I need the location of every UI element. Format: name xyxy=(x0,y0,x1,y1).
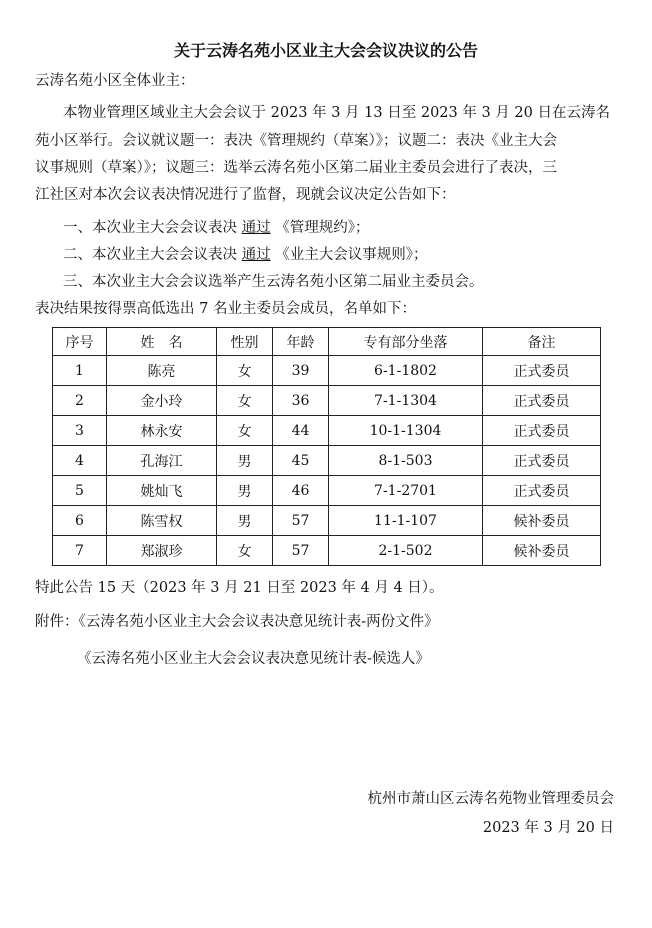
header-cell: 性别 xyxy=(217,328,273,356)
cell-age: 39 xyxy=(273,356,329,386)
cell-index: 1 xyxy=(53,356,107,386)
cell-remark: 正式委员 xyxy=(483,476,601,506)
cell-gender: 女 xyxy=(217,386,273,416)
table-row xyxy=(53,506,601,536)
cell-name: 陈亮 xyxy=(107,356,217,386)
cell-name: 陈雪权 xyxy=(107,506,217,536)
table-row xyxy=(53,446,601,476)
resolution-result: 通过 xyxy=(241,247,271,263)
cell-age: 44 xyxy=(273,416,329,446)
cell-index: 2 xyxy=(53,386,107,416)
resolution-text: 二、本次业主大会会议表决 xyxy=(63,247,237,263)
resolution-result: 通过 xyxy=(241,220,271,236)
committee-members-table xyxy=(52,327,601,566)
cell-gender: 女 xyxy=(217,536,273,566)
cell-name: 郑淑珍 xyxy=(107,536,217,566)
resolution-text: 《业主大会议事规则》； xyxy=(275,247,428,263)
cell-unit: 6-1-1802 xyxy=(329,356,483,386)
document-title: 关于云涛名苑小区业主大会会议决议的公告 xyxy=(173,41,478,60)
cell-remark: 候补委员 xyxy=(483,506,601,536)
attachment-1 xyxy=(35,612,439,632)
cell-unit: 10-1-1304 xyxy=(329,416,483,446)
cell-gender: 男 xyxy=(217,506,273,536)
resolution-item-3: 三、本次业主大会会议选举产生云涛名苑小区第二届业主委员会。 xyxy=(63,274,484,290)
cell-gender: 女 xyxy=(217,416,273,446)
resolution-text: 一、本次业主大会会议表决 xyxy=(63,220,237,236)
cell-unit: 7-1-2701 xyxy=(329,476,483,506)
header-cell: 姓 名 xyxy=(107,328,217,356)
cell-unit: 8-1-503 xyxy=(329,446,483,476)
cell-name: 林永安 xyxy=(107,416,217,446)
cell-age: 57 xyxy=(273,506,329,536)
table-row xyxy=(53,386,601,416)
paragraph-line: 苑小区举行。会议就议题一：表决《管理规约（草案）》；议题二：表决《业主大会 xyxy=(35,133,557,149)
header-cell: 备注 xyxy=(483,328,601,356)
cell-index: 5 xyxy=(53,476,107,506)
list-intro: 表决结果按得票高低选出 7 名业主委员会成员，名单如下： xyxy=(35,301,416,317)
paragraph-line: 江社区对本次会议表决情况进行了监督，现就会议决定公告如下： xyxy=(35,187,456,203)
cell-index: 3 xyxy=(53,416,107,446)
table-header-row xyxy=(53,328,601,356)
attachment-2: 《云涛名苑小区业主大会会议表决意见统计表-候选人》 xyxy=(77,651,430,667)
signature-org: 杭州市萧山区云涛名苑物业管理委员会 xyxy=(367,791,614,807)
cell-index: 7 xyxy=(53,536,107,566)
cell-age: 57 xyxy=(273,536,329,566)
header-cell: 序号 xyxy=(53,328,107,356)
resolution-text: 《管理规约》； xyxy=(275,220,370,236)
cell-name: 孔海江 xyxy=(107,446,217,476)
cell-age: 45 xyxy=(273,446,329,476)
resolution-item-1 xyxy=(63,218,369,238)
table-row xyxy=(53,416,601,446)
cell-unit: 11-1-107 xyxy=(329,506,483,536)
cell-name: 金小玲 xyxy=(107,386,217,416)
paragraph-line: 议事规则（草案）》；议题三：选举云涛名苑小区第二届业主委员会进行了表决，三 xyxy=(35,160,557,176)
cell-age: 36 xyxy=(273,386,329,416)
cell-unit: 2-1-502 xyxy=(329,536,483,566)
cell-unit: 7-1-1304 xyxy=(329,386,483,416)
paragraph-line: 本物业管理区域业主大会会议于 2023 年 3 月 13 日至 2023 年 3 月 20 日在云涛名 xyxy=(63,105,610,121)
table-row xyxy=(53,476,601,506)
cell-name: 姚灿飞 xyxy=(107,476,217,506)
table-row xyxy=(53,356,601,386)
cell-remark: 正式委员 xyxy=(483,356,601,386)
header-cell: 专有部分坐落 xyxy=(329,328,483,356)
cell-remark: 正式委员 xyxy=(483,416,601,446)
salutation: 云涛名苑小区全体业主： xyxy=(35,73,195,89)
cell-gender: 男 xyxy=(217,476,273,506)
attachment-title: 《云涛名苑小区业主大会会议表决意见统计表-两份文件》 xyxy=(78,614,439,630)
cell-remark: 正式委员 xyxy=(483,446,601,476)
signature-date: 2023 年 3 月 20 日 xyxy=(482,820,614,836)
notice-period: 特此公告 15 天（2023 年 3 月 21 日至 2023 年 4 月 4 日）。 xyxy=(35,580,444,596)
cell-remark: 正式委员 xyxy=(483,386,601,416)
cell-age: 46 xyxy=(273,476,329,506)
attachment-label: 附件： xyxy=(35,614,79,630)
header-cell: 年龄 xyxy=(273,328,329,356)
table-row xyxy=(53,536,601,566)
cell-remark: 候补委员 xyxy=(483,536,601,566)
cell-index: 4 xyxy=(53,446,107,476)
cell-gender: 女 xyxy=(217,356,273,386)
cell-index: 6 xyxy=(53,506,107,536)
cell-gender: 男 xyxy=(217,446,273,476)
resolution-item-2 xyxy=(63,245,427,265)
